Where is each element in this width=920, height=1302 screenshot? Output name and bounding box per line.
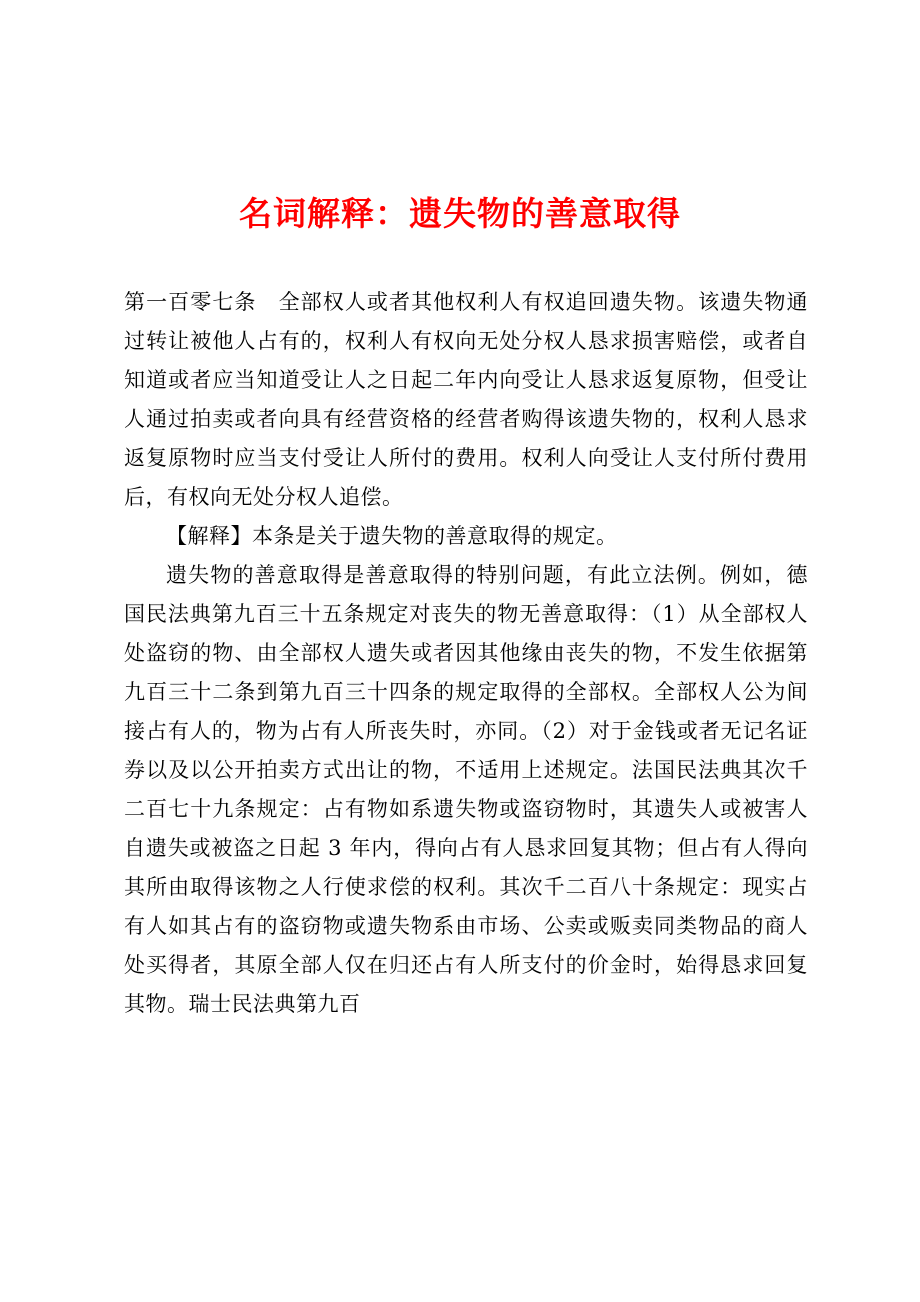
page-title: 名词解释：遗失物的善意取得 [239, 194, 681, 233]
explanation-paragraph: 【解释】本条是关于遗失物的善意取得的规定。 [166, 524, 618, 548]
commentary-paragraph: 遗失物的善意取得是善意取得的特别问题，有此立法例。例如，德国民法典第九百三十五条规定对丧失的物无善意取得：（1）从全部权人处盗窃的物、由全部权人遗失或者因其他缘由丧失的物，不发生依据第九百三十二条到第九百三十四条的规定取得的全部权。全部权人公为间接占有人的，物为占有人所丧失时，亦同。（2）对于金钱或者无记名证券以及以公开拍卖方式出让的物，不适用上述规定。法国民法典其次千二百七十九条规定：占有物如系遗失物或盗窃物时，其遗失人或被害人自遗失或被盗之日起 3 年内，得向占有人恳求回复其物；但占有人得向其所由取得该物之人行使求偿的权利。其次千二百八十条规定：现实占有人如其占有的盗窃物或遗失物系由市场、公卖或贩卖同类物品的商人处买得者，其原全部人仅在归还占有人所支付的价金时，始得恳求回复其物。瑞士民法典第九百 [124, 563, 808, 1016]
article-paragraph: 第一百零七条 全部权人或者其他权利人有权追回遗失物。该遗失物通过转让被他人占有的，权利人有权向无处分权人恳求损害赔偿，或者自知道或者应当知道受让人之日起二年内向受让人恳求返复原物，但受让人通过拍卖或者向具有经营资格的经营者购得该遗失物的，权利人恳求返复原物时应当支付受让人所付的费用。权利人向受让人支付所付费用后，有权向无处分权人追偿。 [124, 290, 808, 509]
document-body [124, 283, 808, 1024]
